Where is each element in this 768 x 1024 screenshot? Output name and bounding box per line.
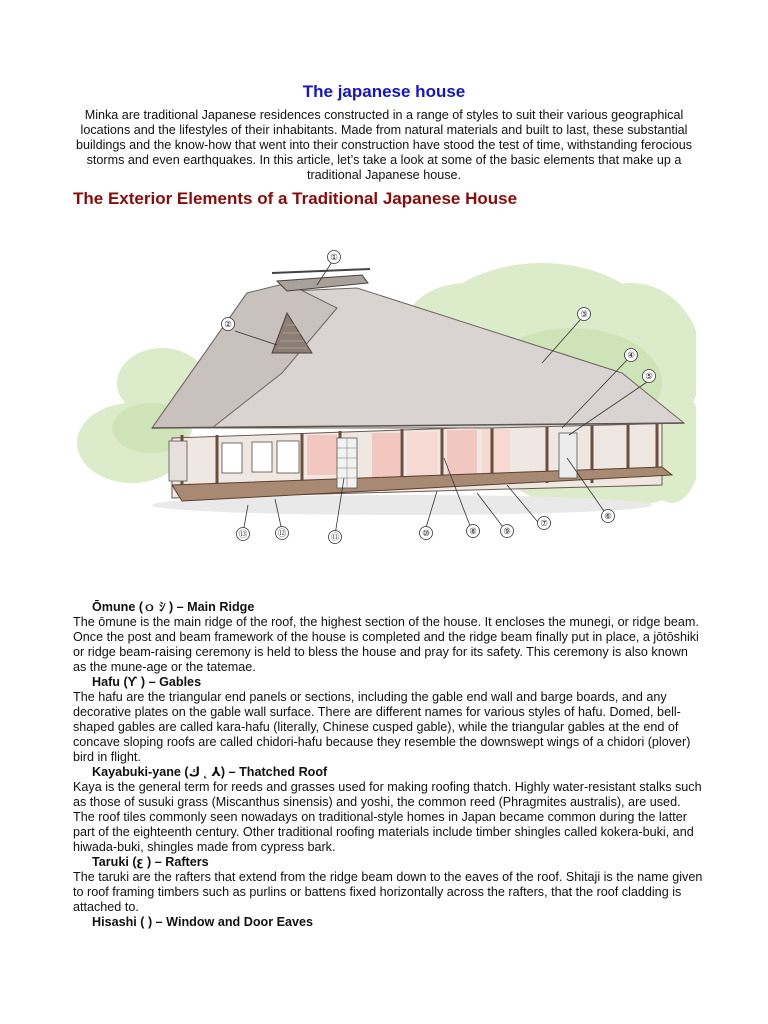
section-heading: The Exterior Elements of a Traditional Japanese House	[73, 189, 518, 208]
callout-4	[625, 349, 638, 362]
svg-text:③: ③	[580, 309, 588, 319]
term-description: The ōmune is the main ridge of the roof, the highest section of the house. It encloses the munegi, or ridge beam. Once the post and beam framework of the house is completed and the ridge beam finally put in place, a jōtōshiki or ridge beam-raising ceremony is held to bless the house and pray for its safety. This ceremony is also known as the mune-age or the tatemae.	[73, 615, 699, 674]
callout-1	[328, 251, 341, 264]
callout-5	[643, 370, 656, 383]
term-description: The hafu are the triangular end panels or sections, including the gable end wall and barge boards, and any decorative plates on the gable wall surface. There are different names for various styles of hafu. Domed, bell-shaped gables are called kara-hafu (literally, Chinese cusped gable), while the triangular gables at the end of concave sloping roofs are called chidori-hafu because they resemble the downswept wings of a chidori (plover) bird in flight.	[73, 690, 691, 764]
svg-text:⑩: ⑩	[422, 528, 430, 538]
svg-text:⑫: ⑫	[277, 528, 287, 538]
section-hisashi	[73, 915, 703, 930]
callout-2	[222, 318, 235, 331]
svg-text:④: ④	[627, 350, 635, 360]
callout-3	[578, 308, 591, 321]
term-heading: Taruki (ꜫ ) – Rafters	[92, 855, 209, 869]
callout-8	[467, 525, 480, 538]
svg-text:⑦: ⑦	[540, 518, 548, 528]
svg-text:⑧: ⑧	[469, 526, 477, 536]
term-description: Kaya is the general term for reeds and grasses used for making roofing thatch. Highly water-resistant stalks such as those of susuki grass (Miscanthus sinensis) and yoshi, the common reed (Phragmites australis), are used. The roof tiles commonly seen nowadays on traditional-style homes in Japan became common during the latter part of the eighteenth century. Other traditional roofing materials include timber shingles called kokera-buki, and hiwada-buki, shingles made from cypress bark.	[73, 780, 702, 854]
callout-13	[237, 528, 250, 541]
svg-text:①: ①	[330, 252, 338, 262]
svg-text:⑪: ⑪	[330, 532, 340, 542]
term-heading: Hisashi ( ) – Window and Door Eaves	[92, 915, 314, 929]
section-omune	[73, 600, 703, 675]
svg-text:⑥: ⑥	[604, 511, 612, 521]
svg-text:②: ②	[224, 319, 232, 329]
callout-11	[329, 531, 342, 544]
callout-6	[602, 510, 615, 523]
term-heading: Hafu (ϒ ) – Gables	[92, 675, 202, 689]
callout-7	[538, 517, 551, 530]
page-title: The japanese house	[302, 82, 466, 101]
term-heading: Ōmune (ｏ ｼ ) – Main Ridge	[92, 600, 255, 614]
svg-text:⑤: ⑤	[645, 371, 653, 381]
term-description: The taruki are the rafters that extend from the ridge beam down to the eaves of the roof. Shitaji is the name given to roof framing timbers such as purlins or battens fixed horizontally across the rafters, that the roof cladding is attached to.	[73, 870, 703, 914]
intro-paragraph: Minka are traditional Japanese residences constructed in a range of styles to suit their various geographical locations and the lifestyles of their inhabitants. Made from natural materials and built to last, these substantial buildings and the know-how that went into their construction have stood the test of time, withstanding ferocious storms and even earthquakes. In this article, let’s take a look at some of the basic elements that make up a traditional Japanese house.	[75, 108, 693, 182]
section-hafu	[73, 675, 703, 765]
sections-list	[73, 600, 703, 930]
section-kayabuki-yane	[73, 765, 703, 855]
callout-12	[276, 527, 289, 540]
section-taruki	[73, 855, 703, 915]
svg-text:⑬: ⑬	[238, 529, 248, 539]
svg-text:⑨: ⑨	[503, 526, 511, 536]
callout-9	[501, 525, 514, 538]
term-heading: Kayabuki-yane (ك ˛ ⅄) – Thatched Roof	[92, 765, 328, 779]
house-illustration	[72, 213, 696, 577]
callout-10	[420, 527, 433, 540]
